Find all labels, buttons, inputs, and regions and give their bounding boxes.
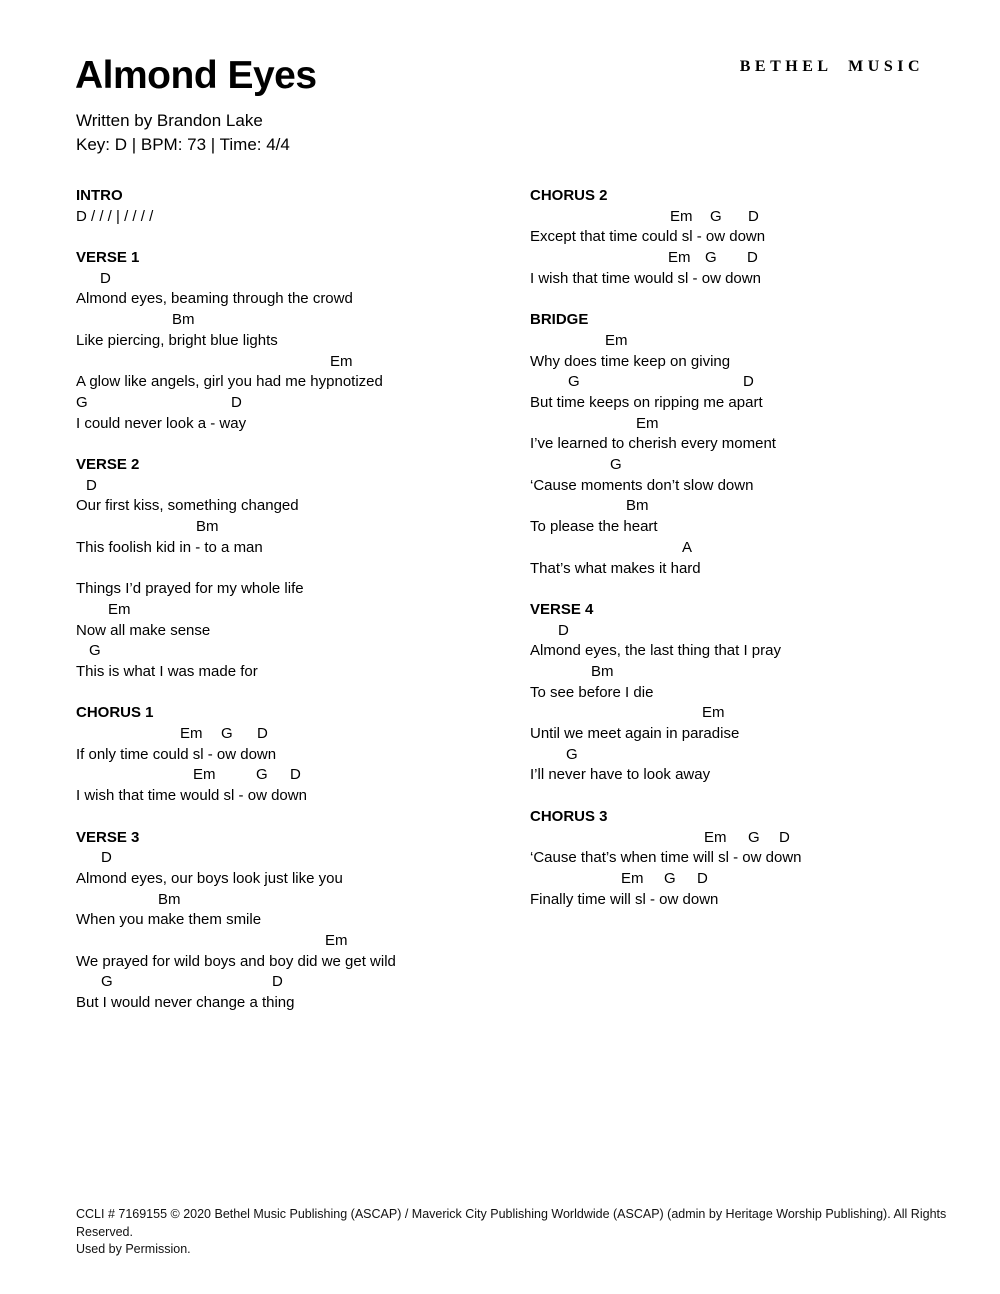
chord-row xyxy=(76,517,526,538)
section-label: VERSE 3 xyxy=(76,828,140,846)
chord-label: D xyxy=(290,766,301,784)
song-title: Almond Eyes xyxy=(75,54,317,97)
lyric-line: This is what I was made for xyxy=(76,663,258,680)
chord-row xyxy=(530,538,990,559)
chord-label: A xyxy=(682,538,693,556)
lyric-line: I wish that time would sl - ow down xyxy=(76,787,307,805)
lyric-line: A glow like angels, girl you had me hypnotized xyxy=(76,373,383,391)
chord-label: D xyxy=(86,476,97,494)
song-section-chorus-1 xyxy=(76,703,526,806)
lyric-line: But I would never change a thing xyxy=(76,994,295,1012)
copyright-line-2: Used by Permission. xyxy=(76,1242,191,1256)
chord-row xyxy=(76,352,526,373)
section-label: VERSE 2 xyxy=(76,456,140,474)
chord-label: D xyxy=(231,393,242,411)
section-label: CHORUS 3 xyxy=(530,807,608,825)
chord-row xyxy=(530,745,990,766)
chord-label: Em xyxy=(330,352,353,370)
chord-row xyxy=(76,724,526,745)
song-section-verse-1 xyxy=(76,248,526,434)
lyric-line: But time keeps on ripping me apart xyxy=(530,393,763,411)
chord-label: Em xyxy=(193,766,216,784)
chord-label: Em xyxy=(702,704,725,722)
song-section-chorus-2 xyxy=(530,186,990,289)
chord-label: G xyxy=(610,456,622,474)
chord-row xyxy=(76,476,526,497)
lyric-line: Finally time will sl - ow down xyxy=(530,890,719,908)
lyric-line: Our first kiss, something changed xyxy=(76,497,299,515)
left-column xyxy=(76,186,526,1035)
chord-label: D xyxy=(743,373,754,391)
chord-label: Em xyxy=(636,414,659,432)
chord-label: G xyxy=(256,766,268,784)
song-section-intro xyxy=(76,186,526,227)
chord-label: Em xyxy=(621,869,644,887)
chord-label: D xyxy=(558,621,569,639)
chord-label: G xyxy=(566,745,578,763)
chord-label: Em xyxy=(325,932,348,950)
section-label: INTRO xyxy=(76,187,123,204)
lyric-line: D / / / | / / / / xyxy=(76,207,154,225)
chord-label: Bm xyxy=(591,663,614,680)
section-label: VERSE 1 xyxy=(76,249,140,267)
chord-label: Bm xyxy=(158,890,181,908)
chord-label: G xyxy=(568,373,580,391)
chord-row xyxy=(76,393,526,414)
section-label: CHORUS 1 xyxy=(76,704,154,722)
lyric-line: Until we meet again in paradise xyxy=(530,725,740,743)
lyric-line: Almond eyes, the last thing that I pray xyxy=(530,642,781,660)
chord-row xyxy=(76,600,526,621)
chord-row xyxy=(530,703,990,724)
chord-label: G xyxy=(89,642,101,660)
chord-row xyxy=(76,559,526,580)
chord-row xyxy=(76,310,526,331)
song-section-chorus-3 xyxy=(530,807,990,910)
bethel-music-wordmark: BETHEL MUSIC xyxy=(739,58,924,75)
chord-row xyxy=(76,269,526,290)
chord-row xyxy=(530,455,990,476)
chord-label: G xyxy=(76,393,88,411)
chord-row xyxy=(530,621,990,642)
lyric-line: ‘Cause moments don’t slow down xyxy=(530,476,754,494)
chord-label: G xyxy=(710,207,722,225)
chord-label: D xyxy=(100,269,111,287)
right-column xyxy=(530,186,990,931)
chord-label: Bm xyxy=(196,518,219,536)
lyric-line: I could never look a - way xyxy=(76,414,247,432)
chord-label: Em xyxy=(668,249,691,267)
chord-label: G xyxy=(748,828,760,846)
lyric-line: ‘Cause that’s when time will sl - ow down xyxy=(530,849,802,867)
lyric-line: I wish that time would sl - ow down xyxy=(530,269,761,287)
chord-row xyxy=(530,869,990,890)
chord-row xyxy=(530,414,990,435)
chord-label: Em xyxy=(180,725,203,743)
chord-row xyxy=(530,496,990,517)
chord-label: D xyxy=(101,849,112,867)
lyric-line: Like piercing, bright blue lights xyxy=(76,331,278,349)
chord-label: D xyxy=(272,973,283,991)
chord-label: D xyxy=(747,249,758,267)
lyric-line: I’ve learned to cherish every moment xyxy=(530,435,776,453)
chord-row xyxy=(530,828,990,849)
chord-row xyxy=(530,331,990,352)
chord-row xyxy=(530,207,990,228)
lyric-line: This foolish kid in - to a man xyxy=(76,538,263,556)
section-label: CHORUS 2 xyxy=(530,187,608,204)
chord-row xyxy=(76,972,526,993)
section-label: BRIDGE xyxy=(530,311,589,329)
lyric-line: To see before I die xyxy=(530,683,654,701)
lyric-line: We prayed for wild boys and boy did we get wild xyxy=(76,952,396,970)
chord-row xyxy=(76,931,526,952)
section-label: VERSE 4 xyxy=(530,600,594,618)
chord-label: G xyxy=(221,725,233,743)
chord-label: Bm xyxy=(172,311,195,329)
chord-label: Em xyxy=(605,331,628,349)
song-section-verse-3 xyxy=(76,828,526,1014)
chord-label: D xyxy=(257,725,268,743)
chord-row xyxy=(76,848,526,869)
lyric-line: To please the heart xyxy=(530,518,658,536)
lyric-line: Almond eyes, beaming through the crowd xyxy=(76,290,353,308)
chord-label: G xyxy=(664,869,676,887)
chord-row xyxy=(530,662,990,683)
song-section-verse-2 xyxy=(76,455,526,683)
chord-label: Em xyxy=(108,600,131,618)
chord-label: D xyxy=(748,207,759,225)
song-section-bridge xyxy=(530,310,990,579)
chord-label: Em xyxy=(704,828,727,846)
lyric-line: Except that time could sl - ow down xyxy=(530,228,766,246)
lyric-line: I’ll never have to look away xyxy=(530,766,711,784)
song-key-bpm-time: Key: D | BPM: 73 | Time: 4/4 xyxy=(76,135,290,154)
lyric-line: Almond eyes, our boys look just like you xyxy=(76,869,343,887)
chord-label: G xyxy=(101,973,113,991)
lyric-line: Why does time keep on giving xyxy=(530,352,731,370)
chord-row xyxy=(530,248,990,269)
song-section-verse-4 xyxy=(530,600,990,786)
chord-label: Bm xyxy=(626,497,649,515)
chord-label: Em xyxy=(670,207,693,225)
chord-row xyxy=(76,641,526,662)
copyright-footer xyxy=(76,1206,956,1259)
song-byline: Written by Brandon Lake xyxy=(76,111,263,130)
chord-label: G xyxy=(705,249,717,267)
lyric-line: When you make them smile xyxy=(76,911,262,929)
chord-row xyxy=(76,890,526,911)
lyric-line: Now all make sense xyxy=(76,621,211,639)
chord-label: D xyxy=(697,869,708,887)
chord-row xyxy=(76,765,526,786)
copyright-line-1: CCLI # 7169155 © 2020 Bethel Music Publishing (ASCAP) / Maverick City Publishing Worldwide (ASCAP) (admin by Heritage Worship Publishing). All Rights Reserved. xyxy=(76,1207,947,1239)
chord-row xyxy=(530,372,990,393)
lyric-line: Things I’d prayed for my whole life xyxy=(76,580,304,598)
lyric-line: That’s what makes it hard xyxy=(530,559,701,577)
chord-label: D xyxy=(779,828,790,846)
lyric-line: If only time could sl - ow down xyxy=(76,745,277,763)
